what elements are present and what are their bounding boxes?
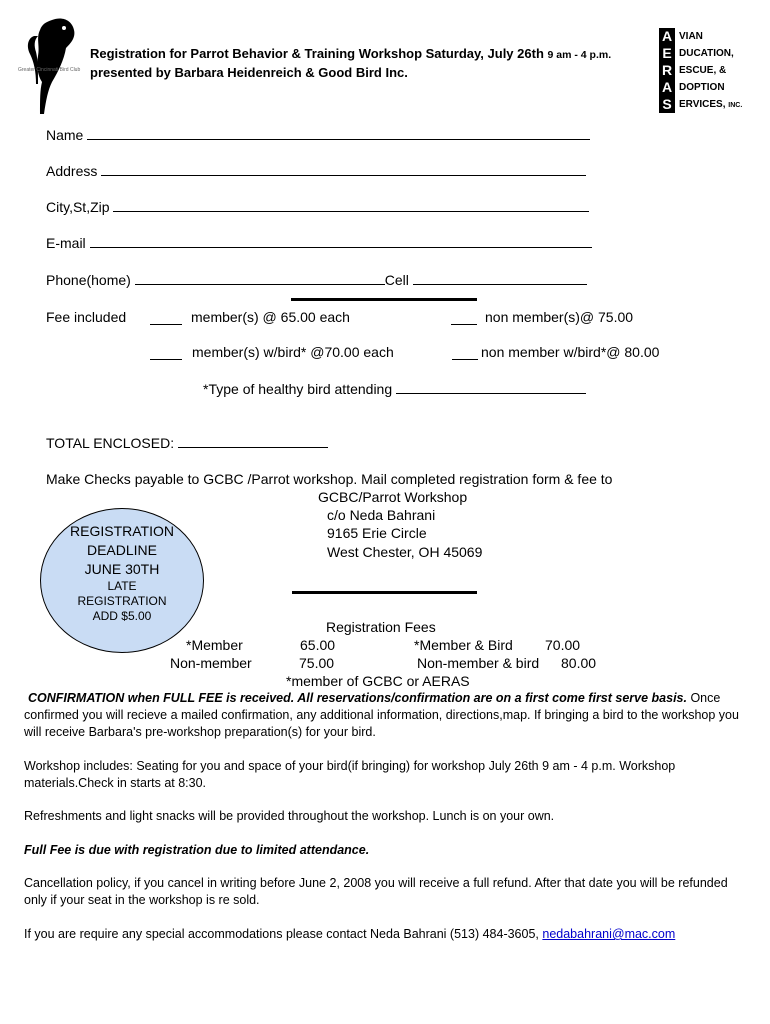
address-row [46,163,586,179]
name-row [46,127,590,143]
fee-member-bird-text: member(s) w/bird* @70.00 each [192,344,394,360]
includes-paragraph: Workshop includes: Seating for you and space of your bird(if bringing) for workshop July 26th 9 am - 4 p.m. Workshop materials.Check in starts at 8:30. [24,759,676,790]
parrot-logo [14,14,84,118]
aeras-letter-e: E [659,45,675,62]
full-fee-paragraph: Full Fee is due with registration due to limited attendance. [24,843,370,857]
fee-nonmember-label: Non-member [170,655,252,671]
total-field[interactable] [178,435,328,448]
page-subtitle: presented by Barbara Heidenreich & Good Bird Inc. [90,65,408,80]
aeras-letter-r: R [659,62,675,79]
bird-type-field[interactable] [396,381,586,394]
page-title [90,46,611,61]
name-field[interactable] [87,127,590,140]
mail-address-line2: c/o Neda Bahrani [327,507,436,523]
email-label: E-mail [46,235,86,251]
fee-member-bird-price: 70.00 [545,637,581,653]
nonmember-bird-count-field[interactable] [452,347,478,360]
title-line1: Registration for Parrot Behavior & Training Workshop Saturday, July 26th [90,46,544,61]
fee-nonmember-bird-price: 80.00 [561,655,597,671]
divider-top [291,298,477,301]
name-label: Name [46,127,84,143]
total-row [46,435,328,451]
member-count-field[interactable] [150,312,182,325]
confirmation-bold: CONFIRMATION when FULL FEE is received. All reservations/confirmation are on a first come first serve basis. [28,691,687,705]
title-time: 9 am - 4 p.m. [547,49,612,61]
aeras-word-adoption: DOPTION [679,82,725,93]
late-line1: LATE [107,579,137,593]
city-row [46,199,589,215]
aeras-word-education: DUCATION, [679,48,734,59]
cancellation-paragraph: Cancellation policy, if you cancel in writing before June 2, 2008 you will receive a full refund. After that date you will be refunded only if your seat in the workshop is re sold. [24,876,728,907]
deadline-badge [40,508,204,653]
address-label: Address [46,163,98,179]
phone-label: Phone(home) [46,272,131,288]
cell-label: Cell [384,272,409,288]
total-label: TOTAL ENCLOSED: [46,435,175,451]
fee-member-label: *Member [186,637,243,653]
aeras-word-services [679,96,742,114]
aeras-letter-a2: A [659,79,675,96]
email-row [46,235,592,251]
mail-address-line1: GCBC/Parrot Workshop [318,489,468,505]
divider-bottom [292,591,477,594]
fee-nonmember-price: 75.00 [299,655,335,671]
phone-row [46,272,587,288]
fee-label: Fee included [46,309,127,325]
nonmember-count-field[interactable] [451,312,477,325]
bird-club-caption: Greater Cincinnati Bird Club [18,67,81,73]
city-label: City,St,Zip [46,199,110,215]
late-line2: REGISTRATION [77,594,167,608]
confirmation-rest: Once confirmed you will recieve a mailed confirmation, any additional information, directions,map. If bringing a bird to the workshop you will receive Barbara's pre-workshop preparation(s) for your bird. [24,691,739,739]
phone-field[interactable] [135,272,385,285]
aeras-word-vian: VIAN [679,31,703,42]
cell-field[interactable] [413,272,587,285]
fees-footnote: *member of GCBC or AERAS [286,673,470,689]
aeras-letter-s: S [659,96,675,113]
bird-type-label: *Type of healthy bird attending [203,381,393,397]
member-bird-count-field[interactable] [150,347,182,360]
aeras-word-rescue: ESCUE, & [679,65,727,76]
fee-member-bird-label: *Member & Bird [414,637,513,653]
mail-instruction: Make Checks payable to GCBC /Parrot workshop. Mail completed registration form & fee to [46,471,613,487]
deadline-line2: DEADLINE [86,542,158,558]
fee-nonmember-bird-label: Non-member & bird [417,655,540,671]
refreshments-paragraph: Refreshments and light snacks will be provided throughout the workshop. Lunch is on your own. [24,809,555,823]
confirmation-paragraph [24,690,749,741]
fee-member-text: member(s) @ 65.00 each [191,309,350,325]
mail-address-line4: West Chester, OH 45069 [327,544,483,560]
fee-nonmember-bird-text: non member w/bird*@ 80.00 [481,344,660,360]
aeras-letter-a: A [659,28,675,45]
aeras-logo [659,28,764,114]
contact-email-link[interactable]: nedabahrani@mac.com [542,927,676,941]
deadline-line1: REGISTRATION [70,523,174,539]
fees-title: Registration Fees [326,619,436,635]
city-field[interactable] [113,199,589,212]
fee-nonmember-text: non member(s)@ 75.00 [485,309,634,325]
aeras-word-services-text: ERVICES, [679,99,726,110]
accommodations-paragraph [24,926,749,943]
parrot-silhouette-icon [14,14,84,118]
late-line3: ADD $5.00 [92,609,152,623]
fee-member-price: 65.00 [300,637,336,653]
deadline-line3: JUNE 30TH [84,561,160,577]
email-field[interactable] [90,235,592,248]
accommodations-text: If you are require any special accommodations please contact Neda Bahrani (513) 484-3605, [24,927,539,941]
address-field[interactable] [101,163,586,176]
mail-address-line3: 9165 Erie Circle [327,525,427,541]
bird-type-row [203,381,586,397]
aeras-suffix: INC. [728,102,743,109]
